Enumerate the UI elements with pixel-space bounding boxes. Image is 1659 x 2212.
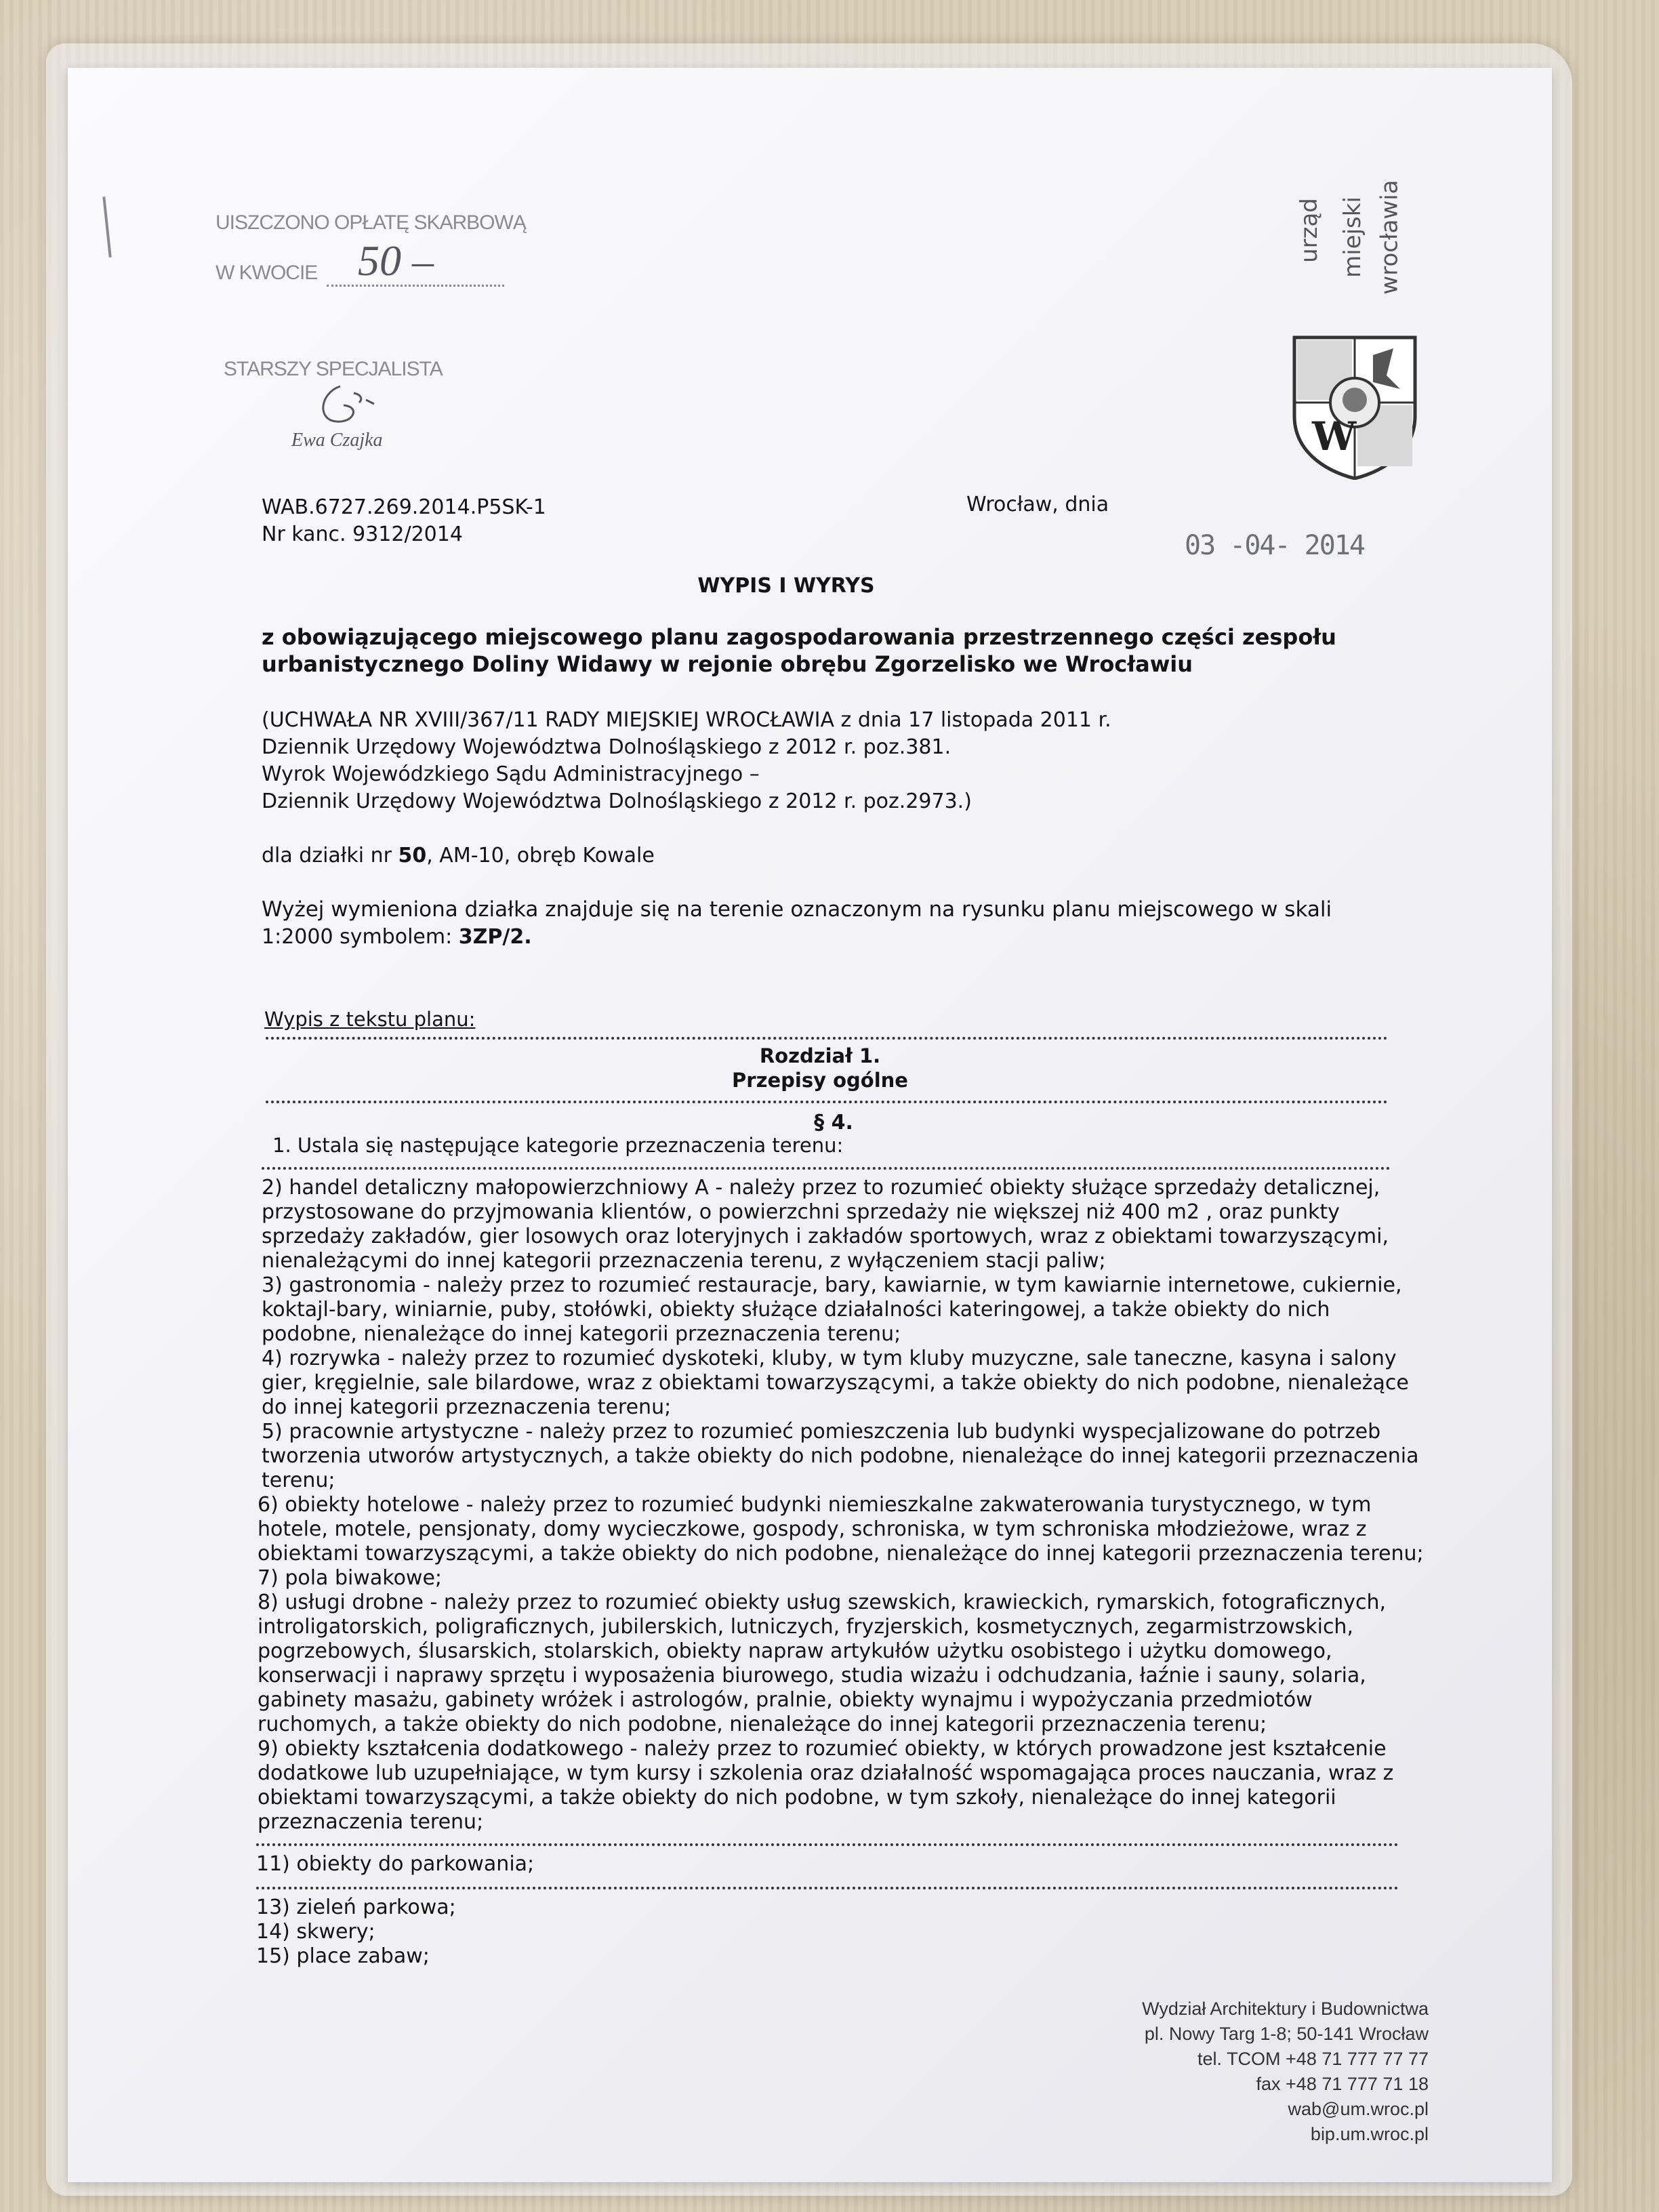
place-date-label: Wrocław, dnia: [966, 493, 1109, 516]
coat-of-arms-icon: [1292, 335, 1418, 480]
chapter-title: Rozdział 1.: [759, 1044, 881, 1067]
footer-line-4: fax +48 71 777 71 18: [1256, 2074, 1429, 2094]
item-6-line-1: 6) obiekty hotelowe - należy przez to rozumieć budynki niemieszkalne zakwaterowania turystycznego, w tym: [258, 1493, 1372, 1517]
zoning-symbol: 3ZP/2.: [458, 925, 532, 949]
chapter-subtitle: Przepisy ogólne: [732, 1069, 908, 1092]
parcel-number: 50: [398, 844, 427, 867]
excerpt-label: Wypis z tekstu planu:: [264, 1008, 476, 1031]
item-8-line-6: ruchomych, a także obiekty do nich podobne, nienależące do innej kategorii przeznaczenia terenu;: [258, 1713, 1267, 1736]
item-4-line-3: do innej kategorii przeznaczenia terenu;: [262, 1395, 672, 1419]
item-8-line-3: pogrzebowych, ślusarskich, stolarskich, obiekty napraw artykułów użytku osobistego i użytku domowego,: [258, 1639, 1332, 1663]
dotted-separator-3: [262, 1167, 1391, 1170]
item-9-line-3: obiektami towarzyszącymi, a także obiekty do nich podobne, w tym szkoły, nienależące do innej kategorii: [258, 1786, 1336, 1809]
document-title: WYPIS I WYRYS: [697, 574, 875, 598]
item-6-line-2: hotele, motele, pensjonaty, domy wycieczkowe, gospody, schroniska, w tym schroniska młodzieżowe, wraz z: [258, 1517, 1367, 1541]
item-8-line-2: introligatorskich, poligraficznych, jubilerskich, lutniczych, fryzjerskich, kosmetycznych, zegarmistrzowskich,: [258, 1615, 1353, 1639]
signature-name: Ewa Czajka: [291, 430, 383, 451]
location-line-1: Wyżej wymieniona działka znajduje się na terenie oznaczonym na rysunku planu miejscowego w skali: [262, 897, 1332, 922]
item-3-line-2: koktajl-bary, winiarnie, puby, stołówki, obiekty służące działalności kateringowej, a także obiekty do nich: [262, 1298, 1330, 1322]
logo-line-2: miejski: [1338, 197, 1366, 278]
legal-line-3: Wyrok Wojewódzkiego Sądu Administracyjnego –: [262, 762, 760, 786]
item-14: 14) skwery;: [256, 1920, 375, 1944]
item-5-line-1: 5) pracownie artystyczne - należy przez to rozumieć pomieszczenia lub budynki wyspecjalizowane do potrzeb: [262, 1420, 1381, 1443]
item-4-line-1: 4) rozrywka - należy przez to rozumieć dyskoteki, kluby, w tym kluby muzyczne, sale taneczne, kasyna i salony: [262, 1347, 1397, 1370]
logo-line-1: urząd: [1295, 198, 1323, 263]
date-stamp: 03 -04- 2014: [1185, 530, 1364, 561]
section-mark: § 4.: [814, 1111, 853, 1134]
item-2-line-4: nienależącymi do innej kategorii przeznaczenia terenu, z wyłączeniem stacji paliw;: [262, 1249, 1106, 1273]
item-6-line-3: obiektami towarzyszącymi, a także obiekty do nich podobne, nienależące do innej kategorii przeznaczenia terenu;: [258, 1542, 1424, 1565]
logo-text: [1292, 163, 1420, 312]
item-9-line-2: dodatkowe lub uzupełniające, w tym kursy i szkolenia oraz działalność wspomagająca proces nauczania, wraz z: [258, 1761, 1394, 1785]
item-5-line-3: terenu;: [262, 1469, 335, 1492]
item-8-line-5: gabinety masażu, gabinety wróżek i astrologów, pralnie, obiekty wynajmu i wypożyczania przedmiotów: [258, 1688, 1313, 1712]
footer-line-2: pl. Nowy Targ 1-8; 50-141 Wrocław: [1144, 2024, 1429, 2044]
parcel-prefix: dla działki nr: [262, 844, 398, 867]
footer-address: [1142, 1996, 1429, 2147]
fee-stamp-line1: UISZCZONO OPŁATĘ SKARBOWĄ: [216, 211, 526, 234]
legal-line-4: Dziennik Urzędowy Województwa Dolnośląskiego z 2012 r. poz.2973.): [262, 790, 972, 813]
svg-text:W: W: [1312, 413, 1357, 459]
signature-scribble: [313, 380, 394, 434]
fee-stamp-amount-label: W KWOCIE: [216, 262, 318, 284]
item-2-line-3: sprzedaży zakładów, gier losowych oraz loteryjnych i zakładów sportowych, wraz z obiektami towarzyszącymi,: [262, 1225, 1389, 1248]
item-4-line-2: gier, kręgielnie, sale bilardowe, wraz z obiektami towarzyszącymi, a także obiekty do nich podobne, nienależące: [262, 1371, 1409, 1395]
item-7-line-1: 7) pola biwakowe;: [258, 1566, 443, 1590]
subtitle-line-2: urbanistycznego Doliny Widawy w rejonie obrębu Zgorzelisko we Wrocławiu: [262, 651, 1193, 677]
dotted-separator-1: [266, 1037, 1388, 1040]
legal-line-2: Dziennik Urzędowy Województwa Dolnośląskiego z 2012 r. poz.381.: [262, 735, 951, 759]
fee-stamp: [216, 211, 526, 234]
item-13: 13) zieleń parkowa;: [256, 1896, 456, 1919]
dotted-separator-2: [266, 1101, 1388, 1103]
item-2-line-2: przystosowane do przyjmowania klientów, o powierzchni sprzedaży nie większej niż 400 m2 , oraz punkty: [262, 1200, 1340, 1224]
specialist-title: STARSZY SPECJALISTA: [224, 358, 443, 380]
logo-line-3: wrocławia: [1376, 180, 1404, 295]
item-9-line-1: 9) obiekty kształcenia dodatkowego - należy przez to rozumieć obiekty, w których prowadzone jest kształcenie: [258, 1737, 1387, 1761]
intro-line: 1. Ustala się następujące kategorie przeznaczenia terenu:: [272, 1134, 844, 1157]
item-15: 15) place zabaw;: [256, 1944, 430, 1968]
reference-number: WAB.6727.269.2014.P5SK-1: [262, 495, 546, 519]
item-3-line-1: 3) gastronomia - należy przez to rozumieć restauracje, bary, kawiarnie, w tym kawiarnie internetowe, cukiernie,: [262, 1273, 1402, 1297]
item-2-line-1: 2) handel detaliczny małopowierzchniowy A - należy przez to rozumieć obiekty służące sprzedaży detalicznej,: [262, 1176, 1380, 1200]
footer-line-1: Wydział Architektury i Budownictwa: [1142, 1999, 1429, 2019]
dotted-separator-5: [256, 1887, 1399, 1889]
dotted-separator-4: [256, 1843, 1399, 1846]
item-3-line-3: podobne, nienależące do innej kategorii przeznaczenia terenu;: [262, 1322, 901, 1346]
subtitle-line-1: z obowiązującego miejscowego planu zagospodarowania przestrzennego części zespołu: [262, 624, 1336, 650]
fee-amount: 50 –: [358, 237, 434, 285]
footer-line-6: bip.um.wroc.pl: [1310, 2124, 1429, 2144]
city-office-logo: [1292, 163, 1420, 481]
location-prefix: 1:2000 symbolem:: [262, 925, 459, 949]
item-9-line-4: przeznaczenia terenu;: [258, 1810, 484, 1834]
footer-line-3: tel. TCOM +48 71 777 77 77: [1197, 2049, 1429, 2069]
office-number: Nr kanc. 9312/2014: [262, 523, 463, 546]
legal-line-1: (UCHWAŁA NR XVIII/367/11 RADY MIEJSKIEJ WROCŁAWIA z dnia 17 listopada 2011 r.: [262, 708, 1111, 732]
footer-line-5: wab@um.wroc.pl: [1288, 2099, 1429, 2119]
item-8-line-1: 8) usługi drobne - należy przez to rozumieć obiekty usług szewskich, krawieckich, rymarskich, fotograficznych,: [258, 1591, 1387, 1614]
parcel-suffix: , AM-10, obręb Kowale: [426, 844, 655, 867]
item-5-line-2: tworzenia utworów artystycznych, a także obiekty do nich podobne, nienależące do innej kategorii przeznaczenia: [262, 1444, 1419, 1468]
item-11: 11) obiekty do parkowania;: [256, 1852, 535, 1876]
item-8-line-4: konserwacji i naprawy sprzętu i wyposażenia biurowego, studia wizażu i odchudzania, łaźnie i sauny, solaria,: [258, 1664, 1366, 1687]
parcel-line: [262, 843, 655, 868]
location-line-2: [262, 924, 532, 949]
